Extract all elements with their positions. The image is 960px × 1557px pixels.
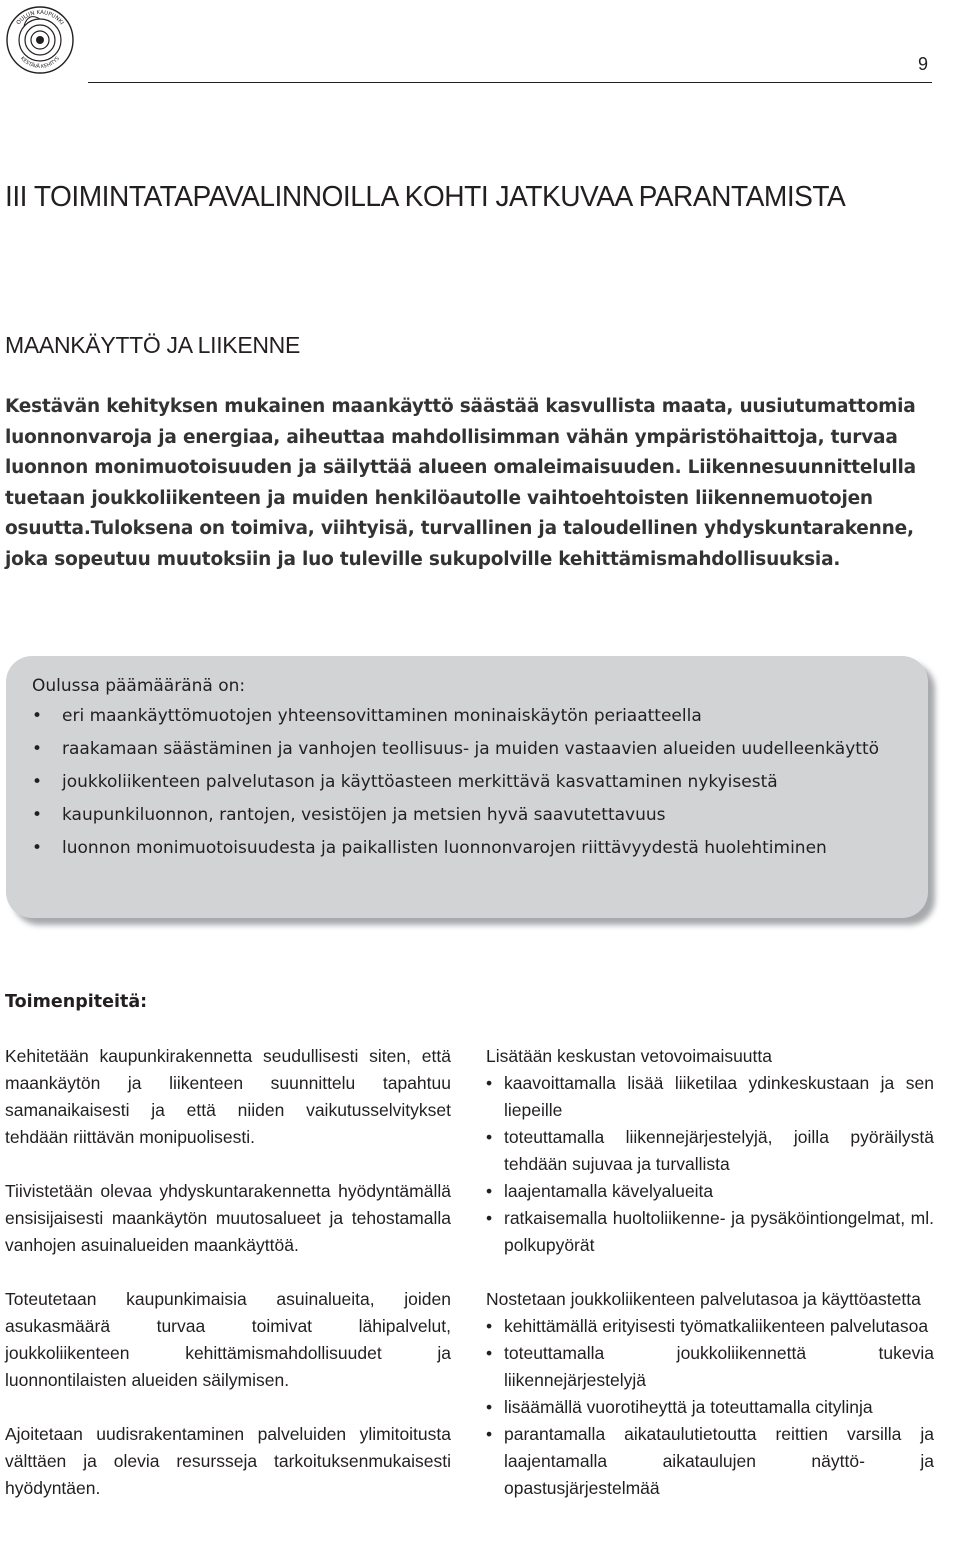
svg-text:KESTÄVÄ KEHITYS <box>19 56 61 70</box>
measure-paragraph: Ajoitetaan uudisrakentaminen palveluiden ylimitoitusta välttäen ja olevia resursseja tarkoituksenmukaisesti hyödyntäen. <box>5 1424 451 1498</box>
logo-text-top: OULUN KAUPUNKI <box>15 9 65 27</box>
list-item: • kehittämällä erityisesti työmatkaliikenteen palvelutasoa <box>486 1313 934 1340</box>
goal-item: • joukkoliikenteen palvelutason ja käyttöasteen merkittävä kasvattaminen nykyisestä <box>32 770 912 795</box>
goals-list <box>32 704 912 869</box>
measure-paragraph: Toteutetaan kaupunkimaisia asuinalueita, joiden asukasmäärä turvaa toimivat lähipalvelut, joukkoliikenteen kehittämismahdollisuudet ja luonnontilaisten alueiden säilymisen. <box>5 1289 451 1390</box>
list-item: • parantamalla aikataulutietoutta reittien varsilla ja laajentamalla aikataulujen näyttö- ja opastusjärjestelmää <box>486 1421 934 1502</box>
header-rule <box>88 82 932 83</box>
intro-paragraph: Kestävän kehityksen mukainen maankäyttö säästää kasvullista maata, uusiutumattomia luonnonvaroja ja energiaa, aiheuttaa mahdollisimman vähän ympäristöhaittoja, turvaa luonnon monimuotoisuuden ja säilyttää alueen omaleimaisuuden. Liikennesuunnittelulla tuetaan joukkoliikenteen ja muiden henkilöautolle vaihtoehtoisten liikennemuotojen osuutta.Tuloksena on toimiva, viihtyisä, turvallinen ja taloudellinen yhdyskuntarakenne, joka sopeutuu muutoksiin ja luo tuleville sukupolville kehittämismahdollisuuksia. <box>5 396 916 570</box>
measure-lead: Nostetaan joukkoliikenteen palvelutasoa ja käyttöastetta <box>486 1289 921 1309</box>
city-logo <box>4 4 76 76</box>
list-item: • kaavoittamalla lisää liiketilaa ydinkeskustaan ja sen liepeille <box>486 1070 934 1124</box>
logo-text-bottom: KESTÄVÄ KEHITYS <box>19 55 61 71</box>
list-item: • laajentamalla kävelyalueita <box>486 1178 934 1205</box>
measures-heading: Toimenpiteitä: <box>5 992 148 1012</box>
goal-item: • raakamaan säästäminen ja vanhojen teollisuus- ja muiden vastaavien alueiden uudelleenkäyttö <box>32 737 912 762</box>
goal-item: • eri maankäyttömuotojen yhteensovittaminen moninaiskäytön periaatteella <box>32 704 912 729</box>
measure-lead: Lisätään keskustan vetovoimaisuutta <box>486 1046 772 1066</box>
measures-right-column <box>486 1043 934 1529</box>
goal-item: • luonnon monimuotoisuudesta ja paikallisten luonnonvarojen riittävyydestä huolehtiminen <box>32 836 912 861</box>
goal-item: • kaupunkiluonnon, rantojen, vesistöjen ja metsien hyvä saavutettavuus <box>32 803 912 828</box>
page-number: 9 <box>918 54 929 74</box>
goals-intro: Oulussa päämääränä on: <box>32 676 246 696</box>
list-item: • toteuttamalla liikennejärjestelyjä, joilla pyöräilystä tehdään sujuvaa ja turvallista <box>486 1124 934 1178</box>
measure-list <box>486 1070 934 1259</box>
page-title: III TOIMINTATAPAVALINNOILLA KOHTI JATKUVAA PARANTAMISTA <box>5 181 846 213</box>
section-title: MAANKÄYTTÖ JA LIIKENNE <box>5 332 301 358</box>
measure-paragraph: Kehitetään kaupunkirakennetta seudullisesti siten, että maankäytön ja liikenteen suunnittelu tapahtuu samanaikaisesti ja että niiden vaikutusselvitykset tehdään riittävän monipuolisesti. <box>5 1046 451 1147</box>
measure-list <box>486 1313 934 1502</box>
list-item: • toteuttamalla joukkoliikennettä tukevia liikennejärjestelyjä <box>486 1340 934 1394</box>
list-item: • lisäämällä vuorotiheyttä ja toteuttamalla citylinja <box>486 1394 934 1421</box>
measure-paragraph: Tiivistetään olevaa yhdyskuntarakennetta hyödyntämällä ensisijaisesti maankäytön muutosalueet ja tehostamalla vanhojen asuinalueiden maankäyttöä. <box>5 1181 451 1255</box>
list-item: • ratkaisemalla huoltoliikenne- ja pysäköintiongelmat, ml. polkupyörät <box>486 1205 934 1259</box>
measures-left-column <box>5 1043 451 1529</box>
